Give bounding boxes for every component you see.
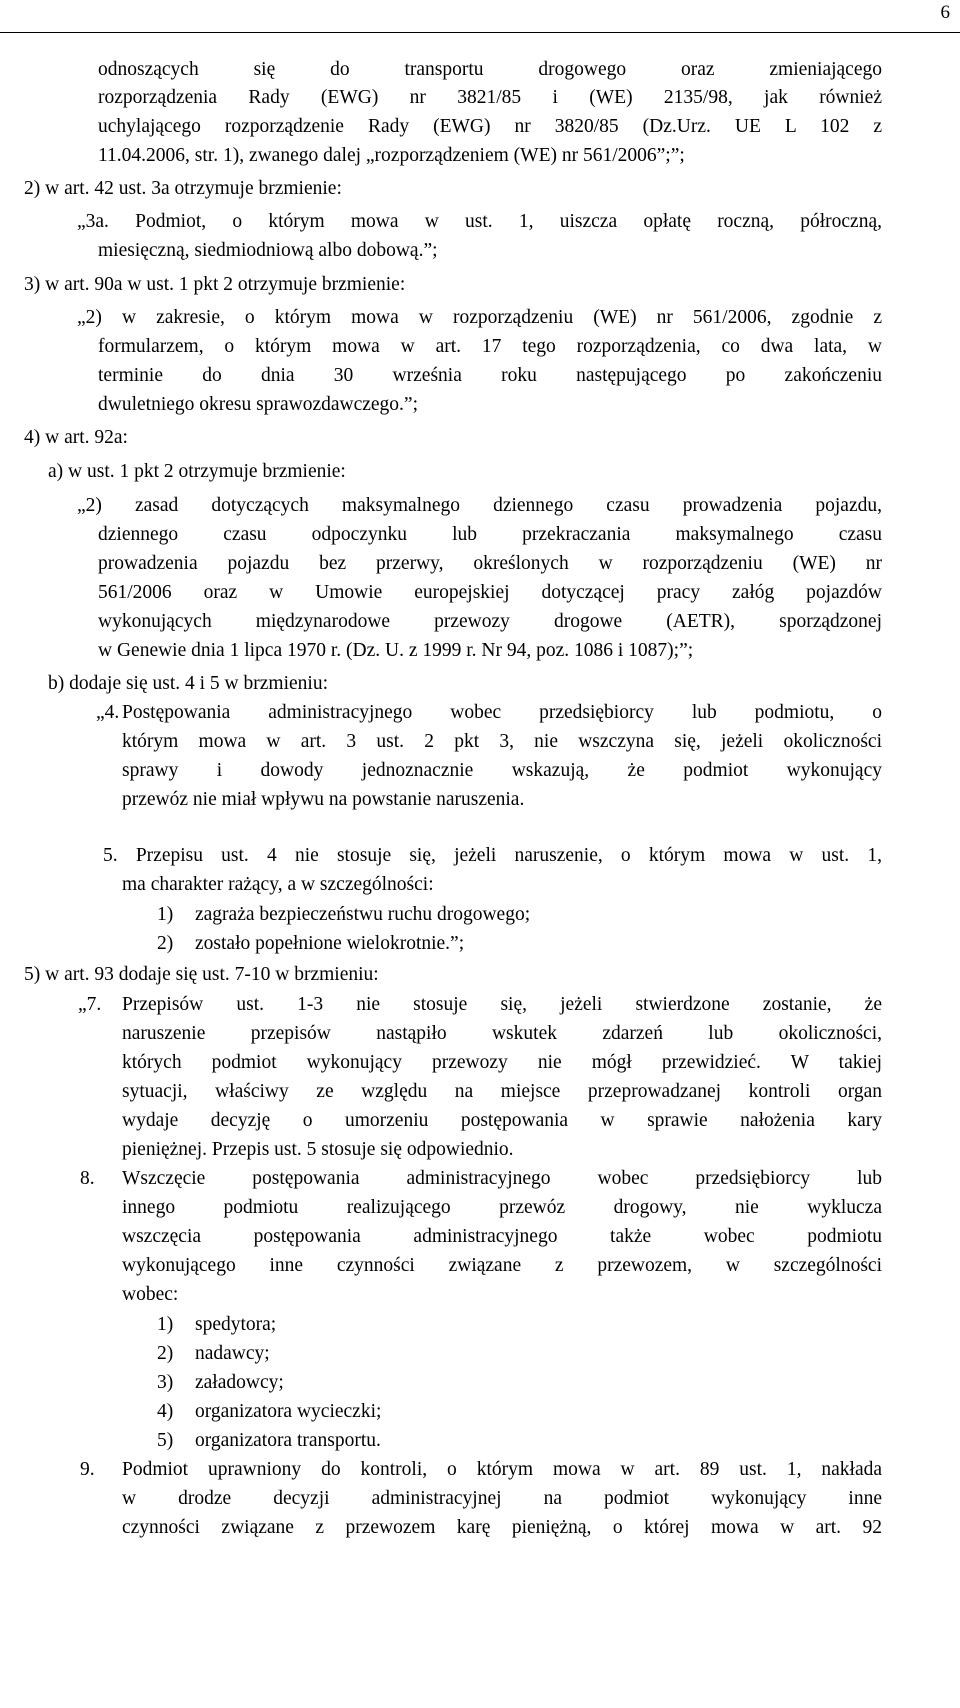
page-number: 6: [940, 2, 950, 23]
ust-7-line: naruszenie przepisów nastąpiło wskutek zdarzeń lub okoliczności,: [122, 1024, 882, 1044]
point-4a-quote-line: wykonujących międzynarodowe przewozy drogowe (AETR), sporządzonej: [98, 612, 882, 632]
ust-8-item-number: 2): [157, 1343, 174, 1364]
ust-8-line: innego podmiotu realizującego przewóz drogowy, nie wyklucza: [122, 1198, 882, 1218]
ust-5-item-text: zagraża bezpieczeństwu ruchu drogowego;: [195, 904, 531, 925]
ust-5-item-number: 1): [157, 904, 174, 925]
point-4a-quote-line: w Genewie dnia 1 lipca 1970 r. (Dz. U. z 1999 r. Nr 94, poz. 1086 i 1087);”;: [98, 640, 694, 661]
ust-7-line: których podmiot wykonujący przewozy nie mógł przewidzieć. W takiej: [122, 1053, 882, 1073]
ust-7-label: „7.: [78, 994, 102, 1015]
ust-9-line: Podmiot uprawniony do kontroli, o którym mowa w art. 89 ust. 1, nakłada: [122, 1460, 882, 1480]
ust-7-line: Przepisów ust. 1-3 nie stosuje się, jeżeli stwierdzone zostanie, że: [122, 995, 882, 1015]
ust-4-line: przewóz nie miał wpływu na powstanie naruszenia.: [122, 789, 525, 810]
intro-line: 11.04.2006, str. 1), zwanego dalej „rozporządzeniem (WE) nr 561/2006”;”;: [98, 145, 685, 166]
ust-8-item-text: załadowcy;: [195, 1372, 284, 1393]
point-4a-heading: a) w ust. 1 pkt 2 otrzymuje brzmienie:: [48, 461, 346, 482]
point-4a-quote-line: 561/2006 oraz w Umowie europejskiej dotyczącej pracy załóg pojazdów: [98, 583, 882, 603]
ust-8-item-text: spedytora;: [195, 1314, 277, 1335]
ust-5-line: ma charakter rażący, a w szczególności:: [122, 874, 434, 895]
intro-line: rozporządzenia Rady (EWG) nr 3821/85 i (WE) 2135/98, jak również: [98, 88, 882, 108]
ust-8-line: wobec:: [122, 1284, 179, 1305]
point-3-heading: 3) w art. 90a w ust. 1 pkt 2 otrzymuje brzmienie:: [24, 274, 406, 295]
point-2-quote-line: miesięczną, siedmiodniową albo dobową.”;: [98, 240, 438, 261]
ust-8-item-text: organizatora transportu.: [195, 1430, 381, 1451]
ust-5-item-number: 2): [157, 933, 174, 954]
ust-4-line: którym mowa w art. 3 ust. 2 pkt 3, nie wszczyna się, jeżeli okoliczności: [122, 732, 882, 752]
ust-8-label: 8.: [80, 1168, 95, 1189]
point-3-quote-line: terminie do dnia 30 września roku następującego po zakończeniu: [98, 366, 882, 386]
ust-7-line: pieniężnej. Przepis ust. 5 stosuje się odpowiednio.: [122, 1139, 514, 1160]
ust-8-line: wykonującego inne czynności związane z przewozem, w szczególności: [122, 1256, 882, 1276]
ust-8-item-number: 4): [157, 1401, 174, 1422]
ust-5-line: 5. Przepisu ust. 4 nie stosuje się, jeżeli naruszenie, o którym mowa w ust. 1,: [103, 846, 882, 866]
ust-4-line: sprawy i dowody jednoznacznie wskazują, że podmiot wykonujący: [122, 761, 882, 781]
point-4a-quote-line: prowadzenia pojazdu bez przerwy, określonych w rozporządzeniu (WE) nr: [98, 554, 882, 574]
ust-5-item-text: zostało popełnione wielokrotnie.”;: [195, 933, 465, 954]
ust-9-label: 9.: [80, 1459, 95, 1480]
point-4a-quote-line: „2) zasad dotyczących maksymalnego dziennego czasu prowadzenia pojazdu,: [77, 496, 882, 516]
ust-8-line: wszczęcia postępowania administracyjnego także wobec podmiotu: [122, 1227, 882, 1247]
ust-8-item-text: organizatora wycieczki;: [195, 1401, 382, 1422]
ust-4-label: „4.: [96, 702, 120, 723]
ust-8-item-text: nadawcy;: [195, 1343, 270, 1364]
point-2-quote-line: „3a. Podmiot, o którym mowa w ust. 1, uiszcza opłatę roczną, półroczną,: [77, 212, 882, 232]
point-4-heading: 4) w art. 92a:: [24, 427, 128, 448]
point-4a-quote-line: dziennego czasu odpoczynku lub przekraczania maksymalnego czasu: [98, 525, 882, 545]
header-rule: [0, 32, 960, 33]
point-3-quote-line: formularzem, o którym mowa w art. 17 tego rozporządzenia, co dwa lata, w: [98, 337, 882, 357]
point-4b-heading: b) dodaje się ust. 4 i 5 w brzmieniu:: [48, 673, 328, 694]
ust-8-item-number: 5): [157, 1430, 174, 1451]
ust-9-line: czynności związane z przewozem karę pieniężną, o której mowa w art. 92: [122, 1518, 882, 1538]
point-5-heading: 5) w art. 93 dodaje się ust. 7-10 w brzmieniu:: [24, 964, 379, 985]
point-3-quote-line: „2) w zakresie, o którym mowa w rozporządzeniu (WE) nr 561/2006, zgodnie z: [77, 308, 882, 328]
ust-4-line: Postępowania administracyjnego wobec przedsiębiorcy lub podmiotu, o: [122, 703, 882, 723]
ust-8-item-number: 3): [157, 1372, 174, 1393]
intro-line: odnoszących się do transportu drogowego oraz zmieniającego: [98, 60, 882, 80]
ust-7-line: sytuacji, właściwy ze względu na miejsce przeprowadzanej kontroli organ: [122, 1082, 882, 1102]
point-3-quote-line: dwuletniego okresu sprawozdawczego.”;: [98, 394, 419, 415]
ust-8-item-number: 1): [157, 1314, 174, 1335]
ust-7-line: wydaje decyzję o umorzeniu postępowania w sprawie nałożenia kary: [122, 1111, 882, 1131]
intro-line: uchylającego rozporządzenie Rady (EWG) nr 3820/85 (Dz.Urz. UE L 102 z: [98, 117, 882, 137]
ust-8-line: Wszczęcie postępowania administracyjnego wobec przedsiębiorcy lub: [122, 1169, 882, 1189]
point-2-heading: 2) w art. 42 ust. 3a otrzymuje brzmienie:: [24, 178, 342, 199]
ust-9-line: w drodze decyzji administracyjnej na podmiot wykonujący inne: [122, 1489, 882, 1509]
